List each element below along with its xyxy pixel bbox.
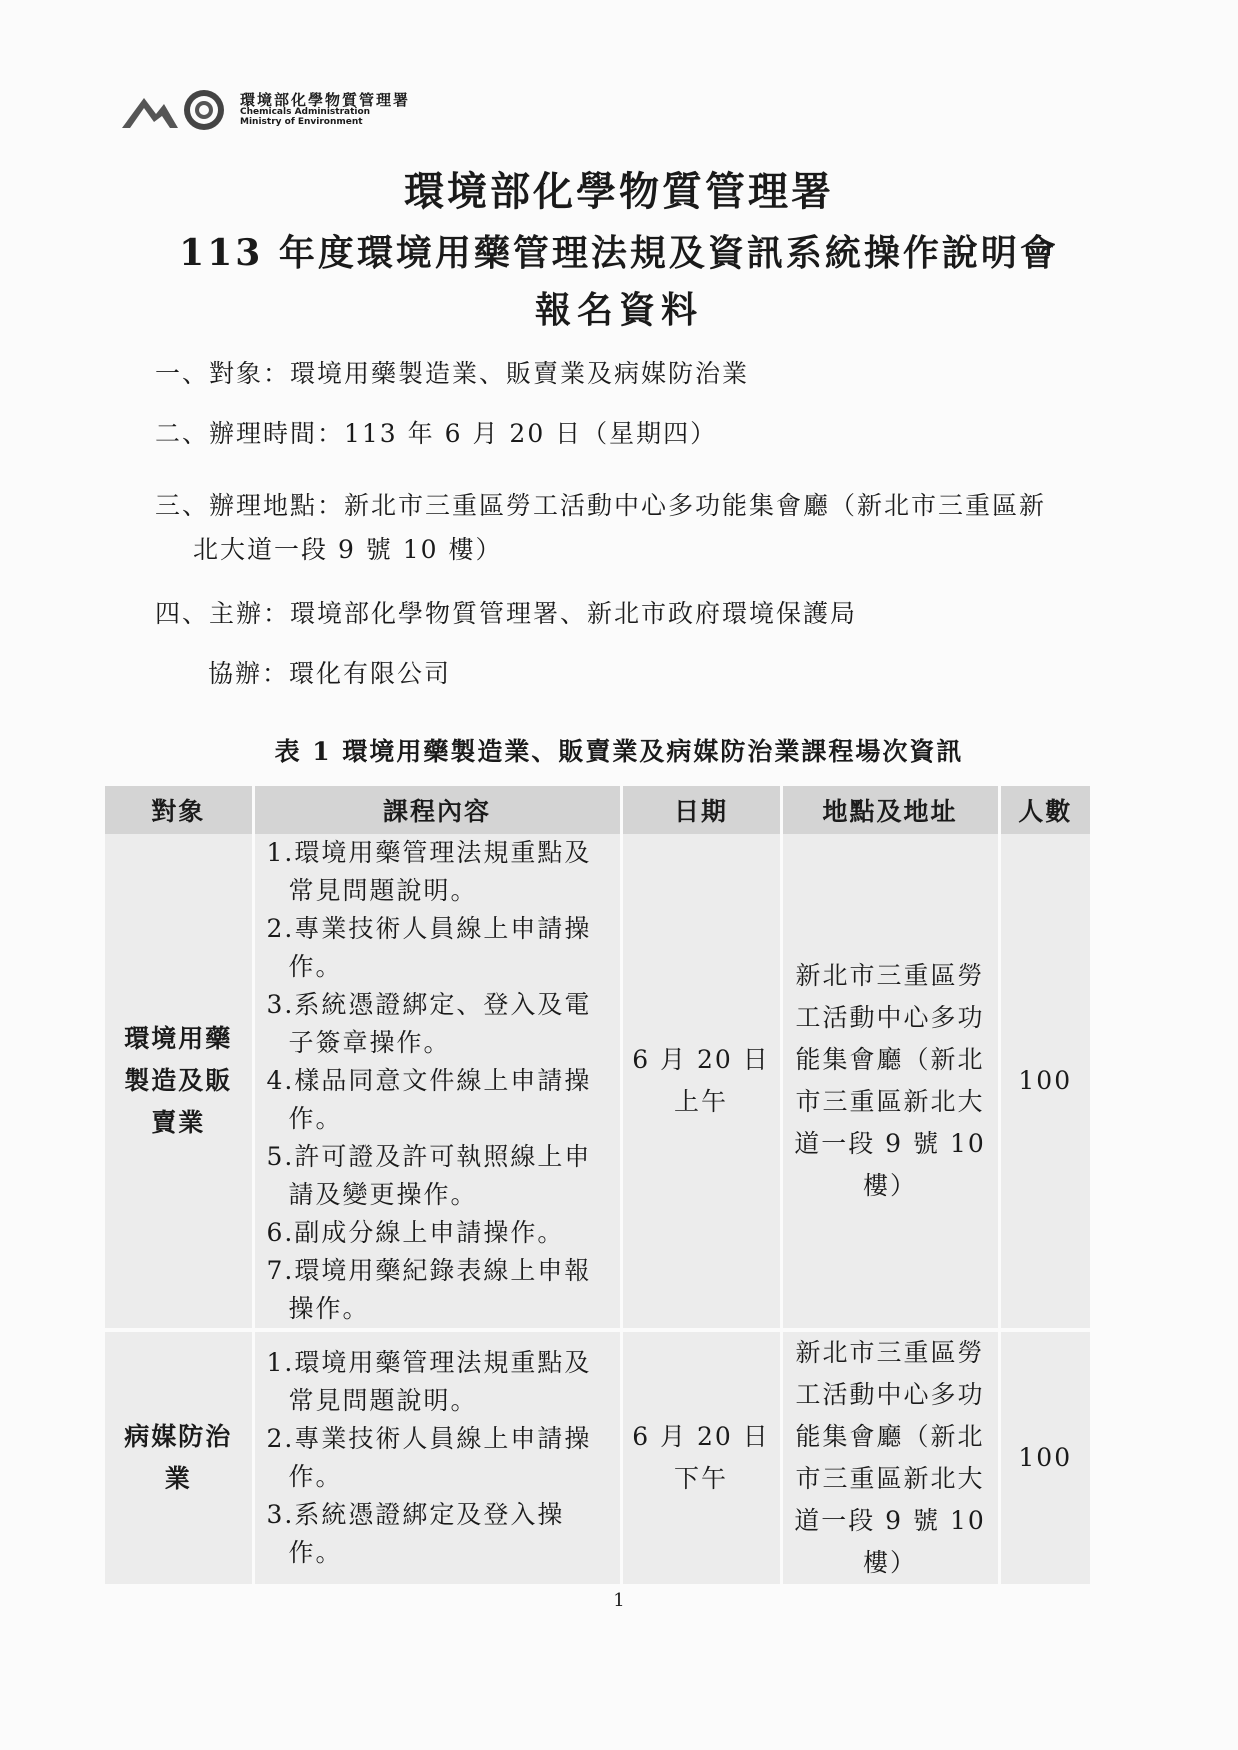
item-time: 二、辦理時間：113 年 6 月 20 日（星期四） [155, 419, 718, 448]
list-item: 4.樣品同意文件線上申請操作。 [266, 1066, 592, 1133]
row1-date [621, 834, 781, 1330]
item-co-organizer: 協辦：環化有限公司 [208, 659, 452, 688]
item-organizer: 四、主辦：環境部化學物質管理署、新北市政府環境保護局 [155, 599, 858, 628]
logo-name-zh: 環境部化學物質管理署 [240, 90, 411, 109]
agency-emblem-icon [120, 88, 232, 132]
row1-people: 100 [999, 834, 1090, 1330]
row2-date [621, 1330, 781, 1584]
row2-content [253, 1330, 621, 1584]
agency-title: 環境部化學物質管理署 [404, 168, 834, 215]
row1-date-day: 6 月 20 日 [632, 1045, 770, 1074]
row2-date-day: 6 月 20 日 [632, 1422, 770, 1451]
logo-name-en-2: Ministry of Environment [240, 116, 363, 127]
list-item: 1.環境用藥管理法規重點及常見問題說明。 [266, 838, 592, 905]
item-target: 一、對象：環境用藥製造業、販賣業及病媒防治業 [155, 359, 750, 388]
list-item: 3.系統憑證綁定、登入及電子簽章操作。 [266, 990, 592, 1057]
table-row [105, 834, 1090, 1330]
row1-date-session: 上午 [673, 1087, 728, 1116]
document-title: 報名資料 [534, 289, 703, 331]
row1-target: 環境用藥製造及販賣業 [105, 834, 253, 1330]
logo-name-en-1: Chemicals Administration [240, 107, 371, 118]
table-header-row [105, 786, 1090, 834]
course-table [105, 786, 1090, 1584]
list-item: 7.環境用藥紀錄表線上申報操作。 [266, 1256, 592, 1323]
header-date: 日期 [621, 786, 781, 834]
list-item: 6.副成分線上申請操作。 [266, 1218, 565, 1247]
item-location-line2: 北大道一段 9 號 10 樓） [193, 535, 503, 564]
header-place: 地點及地址 [781, 786, 999, 834]
header-target: 對象 [105, 786, 253, 834]
page-number: 1 [613, 1590, 625, 1611]
list-item: 3.系統憑證綁定及登入操作。 [266, 1500, 565, 1567]
row1-place: 新北市三重區勞工活動中心多功能集會廳（新北市三重區新北大道一段 9 號 10 樓） [781, 834, 999, 1330]
agency-logo [120, 88, 410, 132]
row1-content [253, 834, 621, 1330]
row2-date-session: 下午 [673, 1464, 728, 1493]
item-location-line1: 三、辦理地點：新北市三重區勞工活動中心多功能集會廳（新北市三重區新 [155, 491, 1047, 520]
row2-place: 新北市三重區勞工活動中心多功能集會廳（新北市三重區新北大道一段 9 號 10 樓） [781, 1330, 999, 1584]
item-location [155, 484, 1115, 572]
event-title: 113 年度環境用藥管理法規及資訊系統操作說明會 [179, 232, 1059, 274]
list-item: 1.環境用藥管理法規重點及常見問題說明。 [266, 1348, 592, 1415]
row2-people: 100 [999, 1330, 1090, 1584]
row2-target: 病媒防治業 [105, 1330, 253, 1584]
table-caption: 表 1 環境用藥製造業、販賣業及病媒防治業課程場次資訊 [274, 737, 964, 766]
list-item: 2.專業技術人員線上申請操作。 [266, 1424, 592, 1491]
table-row [105, 1330, 1090, 1584]
header-people: 人數 [999, 786, 1090, 834]
list-item: 2.專業技術人員線上申請操作。 [266, 914, 592, 981]
header-content: 課程內容 [253, 786, 621, 834]
list-item: 5.許可證及許可執照線上申請及變更操作。 [266, 1142, 592, 1209]
